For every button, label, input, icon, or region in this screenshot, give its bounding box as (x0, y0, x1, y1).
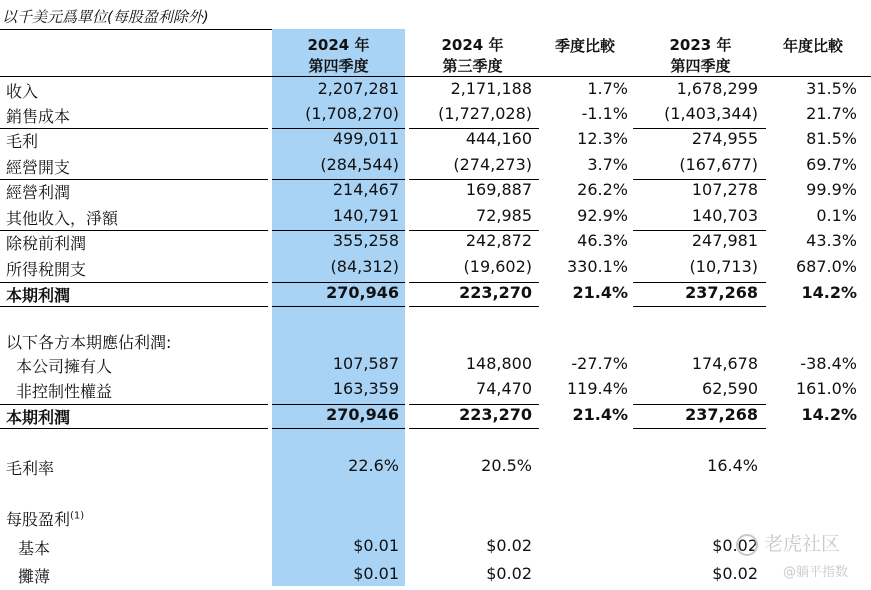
header-q4-2023-quarter: 第四季度 (670, 57, 731, 75)
table-cell: 21.4% (572, 283, 628, 302)
table-cell: (1,727,028) (438, 104, 532, 123)
row-label (6, 330, 171, 353)
table-cell: 444,160 (465, 129, 532, 148)
table-rule (0, 179, 268, 180)
table-rule (409, 179, 539, 180)
row-label (6, 104, 70, 127)
row-label-text: 本期利潤 (6, 286, 71, 305)
table-rule (633, 282, 766, 283)
watermark-handle: @躺平指数 (783, 565, 849, 580)
header-q4-2024-year: 2024 年 (307, 36, 370, 54)
table-rule (0, 282, 268, 283)
row-label-text: 經營利潤 (6, 183, 71, 202)
table-cell: (284,544) (320, 155, 399, 174)
table-cell: 43.3% (806, 231, 857, 250)
table-rule (0, 404, 268, 405)
row-label (18, 536, 50, 559)
row-label-text: 本公司擁有人 (16, 357, 113, 376)
table-cell: 26.2% (577, 180, 628, 199)
table-cell: 99.9% (806, 180, 857, 199)
table-cell: $0.02 (712, 564, 758, 583)
table-rule (409, 404, 539, 405)
row-label-text: 銷售成本 (6, 107, 71, 126)
row-label-text: 基本 (18, 539, 51, 558)
row-label (18, 564, 50, 587)
row-label (6, 283, 70, 306)
row-label-text: 其他收入，淨額 (6, 209, 119, 228)
tiger-logo-icon (736, 534, 758, 556)
table-rule (409, 282, 539, 283)
caption-rule (0, 29, 276, 30)
table-cell: -1.1% (581, 104, 628, 123)
table-rule (409, 428, 539, 429)
row-label (6, 231, 86, 254)
table-rule (0, 428, 268, 429)
row-label (16, 354, 112, 377)
table-cell: 74,470 (476, 379, 532, 398)
row-label-text: 經營開支 (6, 158, 71, 177)
row-label (16, 379, 112, 402)
table-rule (0, 230, 268, 231)
table-cell: 46.3% (577, 231, 628, 250)
table-cell: 237,268 (685, 283, 758, 302)
table-cell: (1,403,344) (664, 104, 758, 123)
row-label (6, 180, 70, 203)
table-cell: (1,708,270) (305, 104, 399, 123)
table-cell: 92.9% (577, 206, 628, 225)
row-label (6, 155, 70, 178)
header-qoq: 季度比較 (555, 37, 616, 55)
table-cell: (167,677) (679, 155, 758, 174)
row-label (6, 257, 86, 280)
table-cell: 161.0% (795, 379, 857, 398)
row-label (6, 456, 54, 479)
table-cell: 14.2% (801, 283, 857, 302)
table-cell: 140,791 (332, 206, 399, 225)
table-cell: 62,590 (702, 379, 758, 398)
table-cell: 107,587 (332, 354, 399, 373)
table-cell: 22.6% (348, 456, 399, 475)
table-cell: 1.7% (587, 79, 628, 98)
table-rule (272, 128, 405, 129)
table-cell: 21.4% (572, 405, 628, 424)
row-label (6, 79, 38, 102)
table-caption: 以千美元爲單位(每股盈利除外) (2, 8, 209, 26)
table-cell: 69.7% (806, 155, 857, 174)
table-cell: 270,946 (326, 405, 399, 424)
table-cell: (274,273) (453, 155, 532, 174)
row-label-text: 每股盈利 (6, 510, 71, 529)
row-label-text: 毛利 (6, 132, 39, 151)
table-cell: -27.7% (571, 354, 628, 373)
table-cell: (84,312) (330, 257, 399, 276)
table-cell: 687.0% (795, 257, 857, 276)
table-cell: $0.01 (353, 536, 399, 555)
watermark-text: 老虎社区 (764, 533, 841, 555)
table-cell: 0.1% (816, 206, 857, 225)
header-q4-2024 (272, 35, 405, 77)
footnote-marker: (1) (70, 510, 85, 522)
row-label (6, 405, 70, 428)
header-q3-2024-year: 2024 年 (441, 36, 504, 54)
table-cell: $0.01 (353, 564, 399, 583)
row-label-text: 收入 (6, 82, 39, 101)
table-rule (633, 428, 766, 429)
table-cell: $0.02 (486, 536, 532, 555)
header-q4-2023-year: 2023 年 (669, 36, 732, 54)
header-q3-2024-quarter: 第三季度 (442, 57, 503, 75)
table-cell: 1,678,299 (676, 79, 758, 98)
table-cell: 214,467 (332, 180, 399, 199)
table-cell: 31.5% (806, 79, 857, 98)
table-cell: 21.7% (806, 104, 857, 123)
table-cell: 119.4% (566, 379, 628, 398)
table-rule (409, 230, 539, 231)
table-rule (633, 404, 766, 405)
table-cell: 81.5% (806, 129, 857, 148)
row-label-text: 本期利潤 (6, 408, 71, 427)
table-cell: 72,985 (476, 206, 532, 225)
table-cell: 274,955 (691, 129, 758, 148)
table-rule (0, 306, 268, 307)
row-label-text: 以下各方本期應佔利潤: (6, 333, 172, 352)
table-rule (633, 306, 766, 307)
table-cell: (10,713) (689, 257, 758, 276)
header-yoy: 年度比較 (783, 37, 844, 55)
row-label (6, 129, 38, 152)
row-label-text: 攤薄 (18, 567, 51, 586)
table-cell: 242,872 (465, 231, 532, 250)
table-cell: $0.02 (486, 564, 532, 583)
table-cell: 2,171,188 (450, 79, 532, 98)
header-q4-2024-quarter: 第四季度 (308, 57, 369, 75)
table-cell: 223,270 (459, 283, 532, 302)
table-cell: 355,258 (332, 231, 399, 250)
table-cell: $0.02 (712, 536, 758, 555)
table-cell: 330.1% (566, 257, 628, 276)
table-rule (272, 428, 405, 429)
table-cell: 2,207,281 (317, 79, 399, 98)
table-cell: 247,981 (691, 231, 758, 250)
table-cell: 140,703 (691, 206, 758, 225)
table-cell: 174,678 (691, 354, 758, 373)
table-cell: 107,278 (691, 180, 758, 199)
table-rule (272, 282, 405, 283)
table-rule (633, 128, 766, 129)
table-cell: 20.5% (481, 456, 532, 475)
table-cell: 148,800 (465, 354, 532, 373)
row-label (6, 507, 84, 530)
table-cell: 163,359 (332, 379, 399, 398)
row-label (6, 206, 118, 229)
watermark (736, 529, 840, 556)
header-q4-2023 (633, 35, 768, 77)
table-rule (633, 230, 766, 231)
table-cell: 499,011 (332, 129, 399, 148)
row-label-text: 非控制性權益 (16, 382, 113, 401)
table-cell: 3.7% (587, 155, 628, 174)
table-rule (272, 230, 405, 231)
table-rule (272, 404, 405, 405)
row-label-text: 毛利率 (6, 459, 55, 478)
table-cell: 223,270 (459, 405, 532, 424)
table-cell: 16.4% (707, 456, 758, 475)
table-rule (633, 179, 766, 180)
row-label-text: 所得稅開支 (6, 260, 87, 279)
table-rule (272, 179, 405, 180)
header-q3-2024 (405, 35, 540, 77)
table-cell: 237,268 (685, 405, 758, 424)
table-cell: -38.4% (800, 354, 857, 373)
table-rule (409, 128, 539, 129)
table-cell: 169,887 (465, 180, 532, 199)
table-cell: 12.3% (577, 129, 628, 148)
table-rule (0, 128, 268, 129)
row-label-text: 除稅前利潤 (6, 234, 87, 253)
table-rule (409, 306, 539, 307)
table-cell: 270,946 (326, 283, 399, 302)
table-cell: 14.2% (801, 405, 857, 424)
table-rule (272, 306, 405, 307)
table-cell: (19,602) (463, 257, 532, 276)
header-rule (0, 76, 871, 77)
